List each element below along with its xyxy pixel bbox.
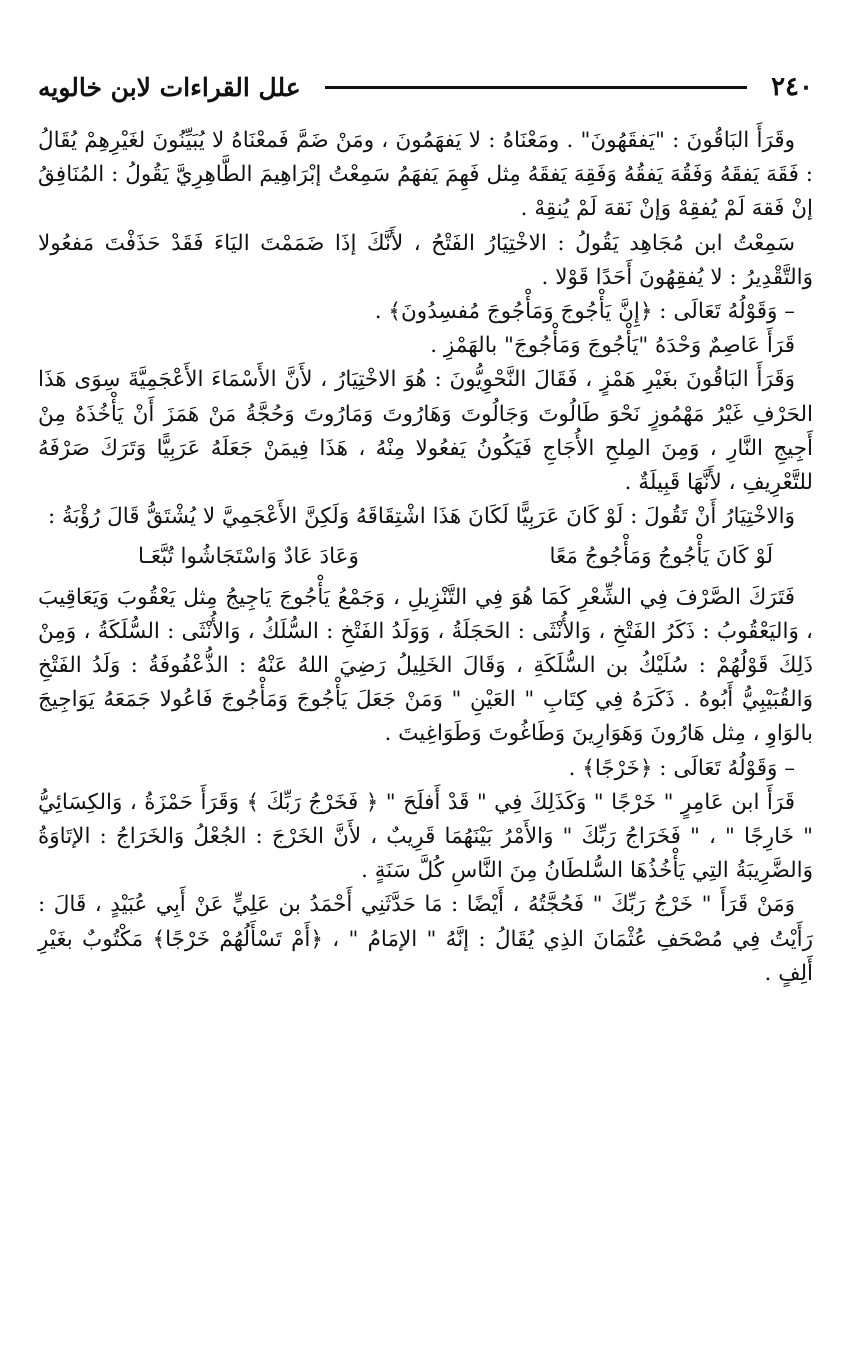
book-page [38, 60, 813, 991]
paragraph: وَقَرَأَ البَاقُونَ بغَيْرِ هَمْزٍ ، فَقَالَ النَّحْوِيُّونَ : هُوَ الاخْتِيَارُ ، لأَنَّ الأَسْمَاءَ الأَعْجَمِيَّةَ سِوَى هَذَا الحَرْفِ غَيْرُ مَهْمُوزٍ نَحْوَ طَالُوتَ وَجَالُوتَ وَهَارُوتَ وَمَارُوتَ وَحُجَّةُ مَنْ هَمَزَ أَنْ يَأْخُذَهُ مِنْ أَجِيجِ النَّارِ ، وَمِنَ المِلحِ الأُجَاجِ فَيَكُونُ يَفعُولا مِنْهُ ، هَذَا فِيمَنْ جَعَلَهُ عَرَبِيًّا وَتَرَكَ صَرْفَهُ للتَّعْرِيفِ ، لأَنَّهَا قَبِيلَةٌ . [38, 367, 813, 496]
paragraph: وَالاخْتِيَارُ أَنْ تَقُولَ : لَوْ كَانَ عَرَبِيًّا لَكَانَ هَذَا اشْتِقَاقَهُ وَلَكِنَّ الأَعْجَمِيَّ لا يُشْتَقُّ قَالَ رُؤْبَةُ : [47, 504, 795, 530]
running-title: علل القراءات لابن خالويه [38, 72, 301, 102]
page-number: ٢٤٠ [771, 72, 813, 102]
verse-second-hemistich: وَعَادَ عَادٌ وَاسْتَجَاشُوا تُبَّعَـا [138, 544, 359, 570]
paragraph-quran-heading: – وَقَوْلُهُ تَعَالَى : ﴿خَرْجًا﴾ . [568, 755, 795, 781]
paragraph-quran-heading: – وَقَوْلُهُ تَعَالَى : ﴿إِنَّ يَأْجُوجَ وَمَأْجُوجَ مُفسِدُونَ﴾ . [374, 299, 795, 325]
paragraph: قَرَأَ ابن عَامِرٍ " خَرْجًا " وَكَذَلِكَ فِي " قَدْ أَفلَحَ " ﴿ فَخَرْجُ رَبِّكَ ﴾ وَقَرَأَ حَمْزَةُ ، وَالكِسَائِيُّ " خَارِجًا " ، " فَخَرَاجُ رَبِّكَ " وَالأَمْرُ بَيْنَهُمَا قَرِيبٌ ، لأَنَّ الخَرْجَ : الجُعْلُ وَالخَرَاجُ : الإتَاوَةُ وَالضَّرِيبَةُ التِي يَأْخُذُهَا السُّلطَانُ مِنَ النَّاسِ كُلَّ سَنَةٍ . [38, 789, 813, 884]
verse-first-hemistich: لَوْ كَانَ يَأْجُوجُ وَمَأْجُوجُ مَعًا [549, 544, 773, 570]
paragraph: سَمِعْتُ ابن مُجَاهِد يَقُولُ : الاخْتِيَارُ الفَتْحُ ، لأَنَّكَ إذَا ضَمَمْتَ اليَاءَ فَقَدْ حَذَفْتَ مَفعُولا وَالتَّقْدِيرُ : لا يُفقِهُونَ أَحَدًا قَوْلا . [38, 230, 813, 290]
page-body [38, 124, 813, 991]
paragraph: فَتَرَكَ الصَّرْفَ فِي الشِّعْرِ كَمَا هُوَ فِي التَّنْزِيلِ ، وَجَمْعُ يَأْجُوجَ يَاجِيجُ مِثل يَعْقُوبَ وَيَعَاقِيبَ ، وَاليَعْقُوبُ : ذَكَرُ الفَتْخِ ، وَالأُنْثَى : الحَجَلَةُ ، وَوَلَدُ الفَتْخِ : السُّلَكُ ، وَالأُنْثَى : السُّلَكَةُ ، وَمِنْ ذَلِكَ قَوْلُهُمْ : سُلَيْكُ بن السُّلَكَةِ ، وَقَالَ الخَلِيلُ رَضِيَ اللهُ عَنْهُ : الذُّعْفُوفَةُ : وَلَدُ الفَتْخِ وَالقُبَيْبِيُّ أَبُوهُ . ذَكَرَهُ فِي كِتَابِ " العَيْنِ " وَمَنْ جَعَلَ يَأْجُوجَ وَمَأْجُوجَ فَاعُولا جَمَعَهُ يَوَاجِيجَ بالوَاوِ ، مِثل هَارُونَ وَهَوَارِينَ وَطَاغُوتَ وَطَوَاغِيتَ . [38, 584, 813, 747]
paragraph: قَرَأَ عَاصِمٌ وَحْدَهُ "يَأْجُوجَ وَمَأْجُوجَ" بالهَمْزِ . [430, 333, 795, 359]
paragraph: وَمَنْ قَرَأَ " خَرْجُ رَبِّكَ " فَحُجَّتُهُ ، أَيْضًا : مَا حَدَّثَنِي أَحْمَدُ بن عَلِيٍّ عَنْ أَبِي عُبَيْدٍ ، قَالَ : رَأَيْتُ فِي مُصْحَفِ عُثْمَانَ الذِي يُقَالُ : إنَّهُ " الإمَامُ " ، ﴿أَمْ تَسْأَلُهُمْ خَرْجًا﴾ مَكْتُوبٌ بغَيْرِ أَلِفٍ . [38, 892, 813, 986]
paragraph: وقَرَأَ البَاقُونَ : "يَفقَهُونَ" . ومَعْنَاهُ : لا يَفهَمُونَ ، ومَنْ ضَمَّ فَمعْنَاهُ لا يُبَيِّنُونَ لغَيْرِهِمْ يُقَالُ : فَقَهَ يَفقَهُ وَفَقُهَ يَفقُهُ وَفَقِهَ يَفقَهُ مِثل فَهِمَ يَفهَمُ سَمِعْتُ إبْرَاهِيمَ الطَّاهِرِيَّ يَقُولُ : المُنَافِقُ إنْ فَقهَ لَمْ يُفقِهْ وَإنْ نَقهَ لَمْ يُنقِهْ . [38, 128, 813, 222]
header-rule [325, 86, 747, 89]
page-header [38, 60, 813, 114]
poetry-verse [138, 540, 773, 574]
